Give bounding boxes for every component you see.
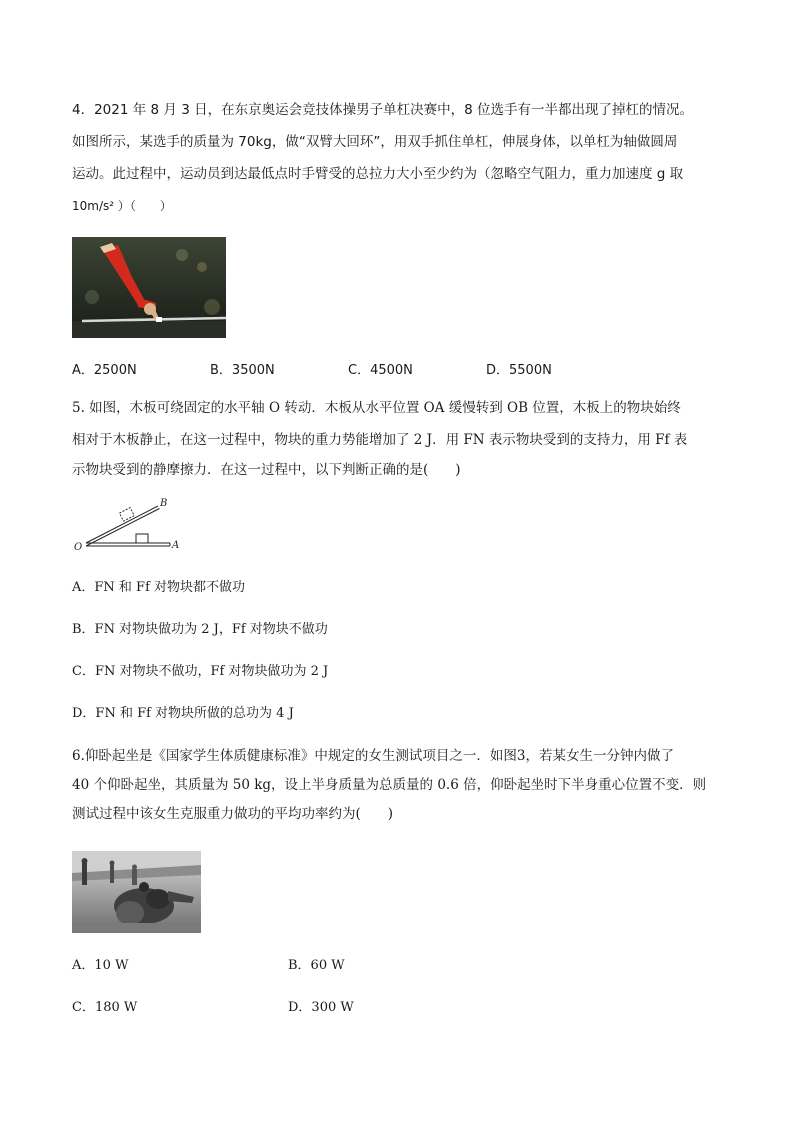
q6-line-3: 测试过程中该女生克服重力做功的平均功率约为( ) xyxy=(72,806,394,822)
q6-option-d[interactable]: D．300 W xyxy=(288,1000,354,1015)
q4-line-3: 运动。此过程中，运动员到达最低点时手臂受的总拉力大小至少约为（忽略空气阻力，重力加速度 g 取 xyxy=(72,166,684,182)
q4-line-1: 4．2021 年 8 月 3 日，在东京奥运会竞技体操男子单杠决赛中，8 位选手有一半都出现了掉杠的情况。 xyxy=(72,102,693,118)
q6-option-b[interactable]: B．60 W xyxy=(288,958,345,973)
q4-option-d[interactable]: D．5500N xyxy=(486,363,552,378)
q4-option-b[interactable]: B．3500N xyxy=(210,363,275,378)
q6-line-2: 40 个仰卧起坐，其质量为 50 kg，设上半身质量为总质量的 0.6 倍，仰卧起坐时下半身重心位置不变．则 xyxy=(72,777,707,793)
q5-option-c[interactable]: C．FN 对物块不做功，Ff 对物块做功为 2 J xyxy=(72,664,329,679)
q4-option-c[interactable]: C．4500N xyxy=(348,363,413,378)
q4-line-2: 如图所示，某选手的质量为 70kg，做“双臂大回环”，用双手抓住单杠，伸展身体，以单杠为轴做圆周 xyxy=(72,134,678,150)
gymnast-photo xyxy=(72,237,226,338)
q6-option-c[interactable]: C．180 W xyxy=(72,1000,138,1015)
q6-option-a[interactable]: A．10 W xyxy=(72,958,129,973)
q4-line-4: 10m/s² ）（ ） xyxy=(72,199,172,213)
label-a: A xyxy=(172,540,180,551)
label-o: O xyxy=(74,542,83,553)
q5-line-2: 相对于木板静止，在这一过程中，物块的重力势能增加了 2 J．用 FN 表示物块受到的支持力，用 Ff 表 xyxy=(72,432,688,448)
label-b: B xyxy=(160,498,168,509)
q5-option-b[interactable]: B．FN 对物块做功为 2 J，Ff 对物块不做功 xyxy=(72,622,328,637)
q6-line-1: 6.仰卧起坐是《国家学生体质健康标准》中规定的女生测试项目之一．如图3，若某女生一分钟内做了 xyxy=(72,748,674,764)
board-diagram xyxy=(72,494,192,556)
q5-option-a[interactable]: A．FN 和 Ff 对物块都不做功 xyxy=(72,580,246,595)
q4-option-a[interactable]: A．2500N xyxy=(72,363,137,378)
q5-option-d[interactable]: D．FN 和 Ff 对物块所做的总功为 4 J xyxy=(72,706,294,721)
situp-photo xyxy=(72,851,201,933)
q5-line-3: 示物块受到的静摩擦力．在这一过程中，以下判断正确的是( ) xyxy=(72,462,461,478)
q5-line-1: 5. 如图，木板可绕固定的水平轴 O 转动．木板从水平位置 OA 缓慢转到 OB 位置，木板上的物块始终 xyxy=(72,400,681,416)
